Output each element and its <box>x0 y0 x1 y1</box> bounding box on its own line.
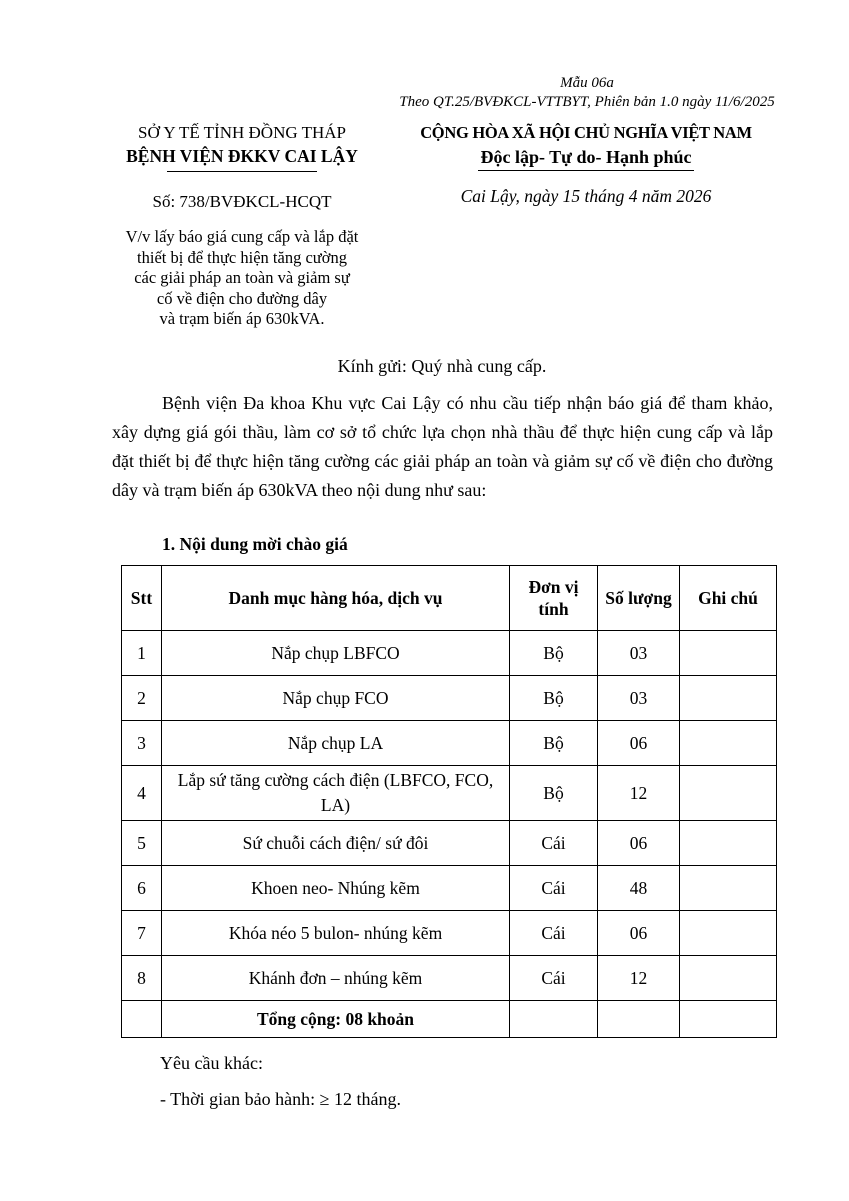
cell-stt: 4 <box>122 766 162 821</box>
table-row <box>122 721 777 766</box>
cell-item: Sứ chuỗi cách điện/ sứ đôi <box>162 821 510 866</box>
lower-content <box>0 534 849 1110</box>
subject-line: và trạm biến áp 630kVA. <box>159 309 325 328</box>
col-header-item: Danh mục hàng hóa, dịch vụ <box>162 566 510 631</box>
other-requirements-label: Yêu cầu khác: <box>160 1053 263 1073</box>
document-subject <box>83 227 401 330</box>
col-header-stt: Stt <box>122 566 162 631</box>
subject-line: cố về điện cho đường dây <box>156 288 328 308</box>
cell-stt: 5 <box>122 821 162 866</box>
cell-unit: Bộ <box>510 676 598 721</box>
col-header-qty: Số lượng <box>598 566 680 631</box>
cell-unit: Cái <box>510 911 598 956</box>
cell-stt-empty <box>122 1001 162 1038</box>
national-header-block <box>408 123 764 207</box>
national-motto-line2-wrap <box>408 147 764 171</box>
table-row <box>122 821 777 866</box>
issuer-block <box>83 122 401 330</box>
cell-stt: 8 <box>122 956 162 1001</box>
table-row <box>122 766 777 821</box>
cell-unit-empty <box>510 1001 598 1038</box>
cell-qty: 06 <box>598 821 680 866</box>
table-total-row <box>122 1001 777 1038</box>
document-number: Số: 738/BVĐKCL-HCQT <box>152 192 332 211</box>
cell-note <box>680 721 777 766</box>
table-row <box>122 866 777 911</box>
cell-unit: Bộ <box>510 721 598 766</box>
body-paragraph: Bệnh viện Đa khoa Khu vực Cai Lậy có nhu cầu tiếp nhận báo giá để tham khảo, xây dựng giá gói thầu, làm cơ sở tổ chức lựa chọn nhà thầu để thực hiện cung cấp và lắp đặt thiết bị để thực hiện tăng cường các giải pháp an toàn và giảm sự cố về điện cho đường dây và trạm biến áp 630kVA theo nội dung như sau: <box>112 393 773 500</box>
subject-line: V/v lấy báo giá cung cấp và lắp đặt <box>125 227 359 246</box>
subject-line: thiết bị để thực hiện tăng cường <box>137 247 347 267</box>
cell-stt: 2 <box>122 676 162 721</box>
cell-unit: Cái <box>510 821 598 866</box>
cell-item: Khánh đơn – nhúng kẽm <box>162 956 510 1001</box>
cell-note <box>680 911 777 956</box>
hospital-name: BỆNH VIỆN ĐKKV CAI LẬY <box>83 146 401 172</box>
cell-unit: Bộ <box>510 766 598 821</box>
cell-item: Nắp chụp LA <box>162 721 510 766</box>
cell-unit: Cái <box>510 956 598 1001</box>
form-code: Mẫu 06a <box>560 75 614 91</box>
cell-stt: 7 <box>122 911 162 956</box>
cell-qty: 12 <box>598 956 680 1001</box>
table-row <box>122 676 777 721</box>
salutation: Kính gửi: Quý nhà cung cấp. <box>337 356 547 376</box>
cell-note <box>680 956 777 1001</box>
national-motto-line2: Độc lập- Tự do- Hạnh phúc <box>478 147 693 171</box>
table-row <box>122 911 777 956</box>
cell-qty-empty <box>598 1001 680 1038</box>
cell-unit: Cái <box>510 866 598 911</box>
quotation-items-table <box>121 565 777 1038</box>
form-note <box>327 74 847 112</box>
national-motto-line1: CỘNG HÒA XÃ HỘI CHỦ NGHĨA VIỆT NAM <box>420 123 752 142</box>
cell-note <box>680 866 777 911</box>
cell-item: Lắp sứ tăng cường cách điện (LBFCO, FCO, LA) <box>162 766 510 821</box>
cell-stt: 6 <box>122 866 162 911</box>
table-header-row <box>122 566 777 631</box>
col-header-unit: Đơn vị tính <box>510 566 598 631</box>
cell-item: Nắp chụp FCO <box>162 676 510 721</box>
cell-qty: 06 <box>598 721 680 766</box>
cell-note <box>680 631 777 676</box>
cell-stt: 1 <box>122 631 162 676</box>
cell-qty: 12 <box>598 766 680 821</box>
cell-note-empty <box>680 1001 777 1038</box>
table-row <box>122 956 777 1001</box>
cell-qty: 03 <box>598 631 680 676</box>
total-label: Tổng cộng: 08 khoản <box>162 1001 510 1038</box>
cell-note <box>680 821 777 866</box>
cell-qty: 06 <box>598 911 680 956</box>
cell-qty: 03 <box>598 676 680 721</box>
cell-qty: 48 <box>598 866 680 911</box>
col-header-note: Ghi chú <box>680 566 777 631</box>
cell-note <box>680 766 777 821</box>
table-row <box>122 631 777 676</box>
cell-stt: 3 <box>122 721 162 766</box>
form-reference: Theo QT.25/BVĐKCL-VTTBYT, Phiên bản 1.0 ngày 11/6/2025 <box>399 94 775 110</box>
cell-note <box>680 676 777 721</box>
section-1-heading: 1. Nội dung mời chào giá <box>162 534 348 554</box>
parent-agency-name: SỞ Y TẾ TỈNH ĐỒNG THÁP <box>138 123 346 142</box>
subject-line: các giải pháp an toàn và giảm sự <box>134 268 350 287</box>
place-and-date: Cai Lậy, ngày 15 tháng 4 năm 2026 <box>460 186 712 206</box>
cell-item: Nắp chụp LBFCO <box>162 631 510 676</box>
cell-item: Khóa néo 5 bulon- nhúng kẽm <box>162 911 510 956</box>
cell-unit: Bộ <box>510 631 598 676</box>
cell-item: Khoen neo- Nhúng kẽm <box>162 866 510 911</box>
warranty-requirement: - Thời gian bảo hành: ≥ 12 tháng. <box>160 1089 402 1109</box>
